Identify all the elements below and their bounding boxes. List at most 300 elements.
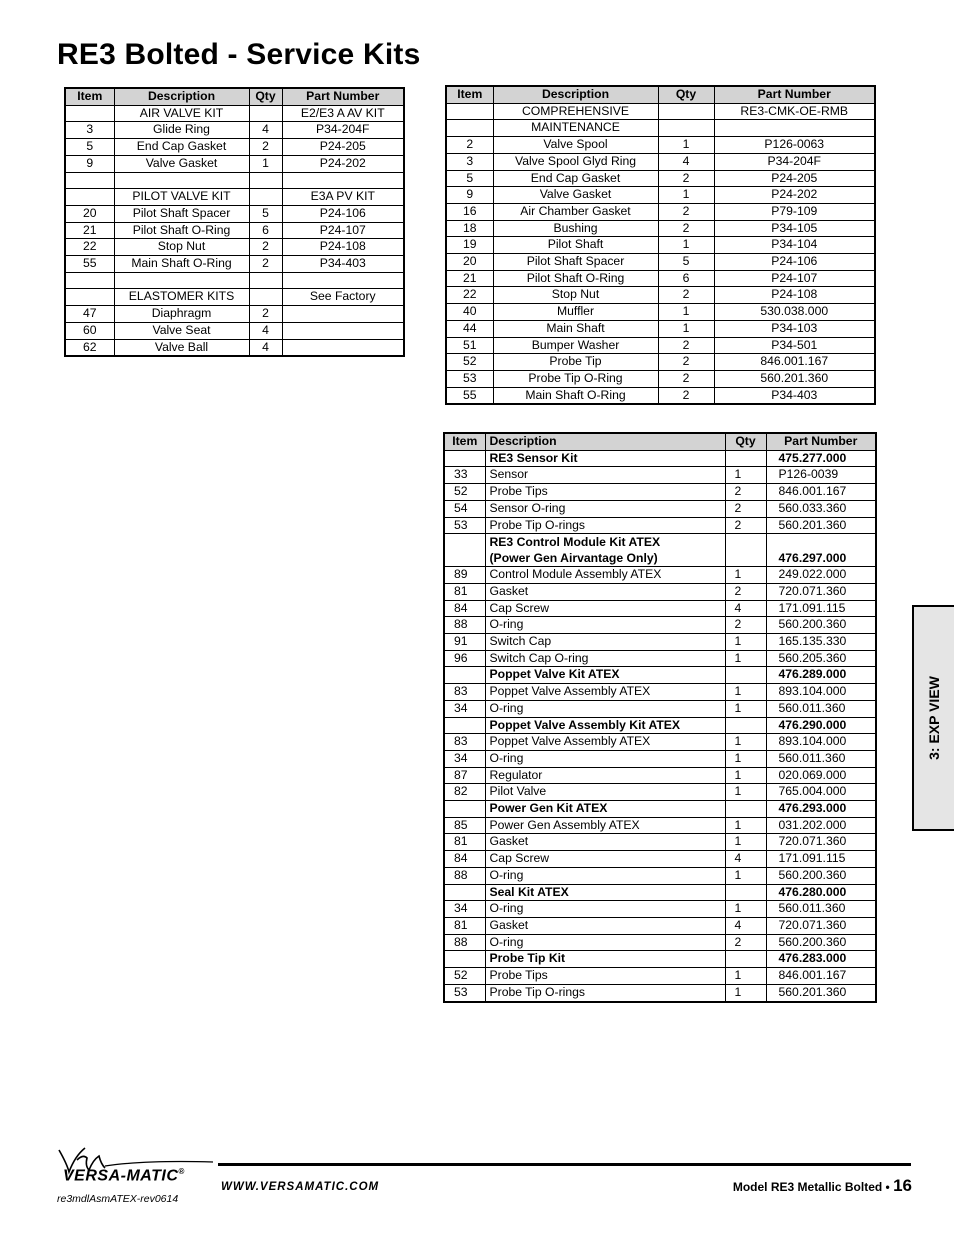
cell-part-number: 720.071.360	[766, 583, 876, 600]
cell-qty	[725, 717, 766, 734]
cell-description: O-ring	[485, 934, 725, 951]
cell-qty: 1	[725, 734, 766, 751]
cell-description: Probe Tip O-rings	[485, 984, 725, 1001]
cell-qty	[249, 289, 282, 306]
table-row	[444, 650, 876, 667]
cell-item: 34	[444, 750, 485, 767]
column-header-description: Description	[485, 433, 725, 450]
cell-part-number: 720.071.360	[766, 917, 876, 934]
cell-qty: 1	[725, 634, 766, 651]
table-row	[444, 667, 876, 684]
cell-description: Pilot Shaft Spacer	[114, 205, 249, 222]
cell-item: 2	[446, 137, 493, 154]
cell-qty: 2	[658, 354, 714, 371]
table-row	[65, 105, 404, 122]
cell-item: 55	[65, 256, 114, 273]
cell-qty: 5	[249, 205, 282, 222]
table-row	[444, 517, 876, 534]
cell-item: 34	[444, 901, 485, 918]
table-row	[444, 500, 876, 517]
cell-qty: 1	[658, 137, 714, 154]
cell-qty: 2	[725, 583, 766, 600]
cell-qty: 2	[249, 139, 282, 156]
cell-qty: 2	[725, 484, 766, 501]
table-row	[444, 767, 876, 784]
cell-part-number: 476.297.000	[766, 534, 876, 567]
column-header-qty: Qty	[725, 433, 766, 450]
table-row	[65, 256, 404, 273]
table-row	[444, 567, 876, 584]
cell-qty	[249, 105, 282, 122]
cell-qty: 1	[725, 700, 766, 717]
cell-item: 83	[444, 734, 485, 751]
table-row	[444, 834, 876, 851]
cell-item: 53	[444, 984, 485, 1001]
cell-qty: 4	[249, 339, 282, 356]
cell-description: Poppet Valve Assembly Kit ATEX	[485, 717, 725, 734]
cell-qty: 1	[725, 684, 766, 701]
cell-part-number: P34-204F	[714, 153, 875, 170]
cell-part-number: P24-205	[282, 139, 404, 156]
cell-item	[444, 534, 485, 567]
cell-item: 21	[65, 222, 114, 239]
cell-item: 51	[446, 337, 493, 354]
cell-qty: 2	[725, 500, 766, 517]
table-row	[65, 272, 404, 289]
cell-item: 3	[65, 122, 114, 139]
cell-qty: 1	[725, 750, 766, 767]
cell-qty: 6	[249, 222, 282, 239]
cell-description: Pilot Shaft O-Ring	[114, 222, 249, 239]
cell-part-number: 560.205.360	[766, 650, 876, 667]
cell-part-number: P24-107	[714, 270, 875, 287]
cell-qty	[249, 272, 282, 289]
cell-description: Valve Spool Glyd Ring	[493, 153, 658, 170]
cell-qty: 1	[725, 817, 766, 834]
cell-part-number: 846.001.167	[766, 968, 876, 985]
table-row	[444, 634, 876, 651]
table-row	[65, 205, 404, 222]
cell-part-number: 846.001.167	[714, 354, 875, 371]
cell-item: 21	[446, 270, 493, 287]
cell-description: Gasket	[485, 583, 725, 600]
model-text: Model RE3 Metallic Bolted •	[732, 1180, 890, 1194]
table-row	[444, 984, 876, 1001]
table-row	[444, 484, 876, 501]
cell-part-number	[282, 272, 404, 289]
cell-description: O-ring	[485, 750, 725, 767]
page-number: 16	[893, 1176, 912, 1195]
table-row	[446, 370, 875, 387]
table-row	[65, 322, 404, 339]
cell-item: 18	[446, 220, 493, 237]
table-row	[65, 239, 404, 256]
cell-qty: 4	[658, 153, 714, 170]
cell-item: 9	[65, 155, 114, 172]
model-page-label	[733, 1176, 912, 1196]
table-row	[444, 867, 876, 884]
table-row	[444, 684, 876, 701]
cell-item	[446, 120, 493, 137]
cell-qty: 2	[725, 934, 766, 951]
table-row	[446, 304, 875, 321]
cell-qty: 2	[249, 306, 282, 323]
cell-part-number: 171.091.115	[766, 851, 876, 868]
column-header-qty: Qty	[249, 88, 282, 105]
column-header-qty: Qty	[658, 86, 714, 103]
cell-item: 52	[444, 484, 485, 501]
column-header-part-number: Part Number	[714, 86, 875, 103]
cell-qty	[249, 172, 282, 189]
cell-part-number	[282, 322, 404, 339]
cell-item	[65, 289, 114, 306]
cell-item	[444, 884, 485, 901]
cell-description: Switch Cap	[485, 634, 725, 651]
cell-part-number: P24-107	[282, 222, 404, 239]
cell-description: ELASTOMER KITS	[114, 289, 249, 306]
table-row	[444, 750, 876, 767]
table-row	[444, 934, 876, 951]
cell-item: 96	[444, 650, 485, 667]
cell-qty: 2	[658, 370, 714, 387]
cell-part-number: 171.091.115	[766, 600, 876, 617]
cell-part-number: RE3-CMK-OE-RMB	[714, 103, 875, 120]
cell-part-number: See Factory	[282, 289, 404, 306]
cell-part-number: 560.200.360	[766, 617, 876, 634]
atex-sensor-kits-table	[443, 432, 877, 1003]
cell-description: O-ring	[485, 700, 725, 717]
cell-part-number: P24-202	[714, 187, 875, 204]
cell-description: RE3 Sensor Kit	[485, 450, 725, 467]
cell-part-number	[282, 306, 404, 323]
cell-part-number: P34-105	[714, 220, 875, 237]
cell-item: 33	[444, 467, 485, 484]
cell-item: 34	[444, 700, 485, 717]
cell-item: 88	[444, 934, 485, 951]
cell-qty	[725, 667, 766, 684]
cell-qty	[658, 120, 714, 137]
air-pilot-elastomer-kits-table	[64, 87, 405, 357]
cell-description: Switch Cap O-ring	[485, 650, 725, 667]
cell-qty	[725, 801, 766, 818]
cell-description: AIR VALVE KIT	[114, 105, 249, 122]
table-row	[444, 784, 876, 801]
table-row	[65, 189, 404, 206]
cell-description: End Cap Gasket	[493, 170, 658, 187]
cell-qty	[249, 189, 282, 206]
cell-description: Valve Seat	[114, 322, 249, 339]
cell-item: 16	[446, 203, 493, 220]
cell-item: 19	[446, 237, 493, 254]
cell-item: 89	[444, 567, 485, 584]
cell-part-number: 893.104.000	[766, 734, 876, 751]
table-row	[65, 289, 404, 306]
cell-description: Cap Screw	[485, 600, 725, 617]
cell-qty: 4	[725, 600, 766, 617]
cell-qty: 1	[658, 237, 714, 254]
cell-description: Stop Nut	[114, 239, 249, 256]
table-row	[65, 122, 404, 139]
cell-qty: 1	[725, 834, 766, 851]
cell-part-number: P24-205	[714, 170, 875, 187]
cell-item: 53	[444, 517, 485, 534]
cell-qty: 1	[725, 567, 766, 584]
cell-description: O-ring	[485, 901, 725, 918]
cell-description: End Cap Gasket	[114, 139, 249, 156]
table-row	[444, 884, 876, 901]
cell-qty: 2	[249, 256, 282, 273]
cell-item: 53	[446, 370, 493, 387]
cell-item: 3	[446, 153, 493, 170]
cell-description	[114, 172, 249, 189]
cell-description: Control Module Assembly ATEX	[485, 567, 725, 584]
cell-item: 87	[444, 767, 485, 784]
cell-part-number	[714, 120, 875, 137]
cell-qty	[658, 103, 714, 120]
cell-description: Stop Nut	[493, 287, 658, 304]
cell-part-number: 560.201.360	[766, 517, 876, 534]
cell-part-number: 476.283.000	[766, 951, 876, 968]
cell-part-number: P34-403	[714, 387, 875, 404]
column-header-part-number: Part Number	[282, 88, 404, 105]
cell-description: Bumper Washer	[493, 337, 658, 354]
table-row	[444, 450, 876, 467]
cell-part-number: 530.038.000	[714, 304, 875, 321]
cell-description: Main Shaft O-Ring	[114, 256, 249, 273]
cell-qty: 1	[658, 320, 714, 337]
cell-description: Poppet Valve Kit ATEX	[485, 667, 725, 684]
cell-part-number: 720.071.360	[766, 834, 876, 851]
cell-description: Valve Gasket	[114, 155, 249, 172]
cell-description: Valve Gasket	[493, 187, 658, 204]
table-row	[444, 951, 876, 968]
cell-part-number: 560.201.360	[766, 984, 876, 1001]
cell-item: 52	[444, 968, 485, 985]
table-row	[444, 700, 876, 717]
cell-part-number: P34-501	[714, 337, 875, 354]
cell-description: Regulator	[485, 767, 725, 784]
cell-part-number: 165.135.330	[766, 634, 876, 651]
cell-item: 82	[444, 784, 485, 801]
page-title: RE3 Bolted - Service Kits	[57, 38, 421, 71]
table-row	[65, 222, 404, 239]
cell-qty: 2	[658, 287, 714, 304]
table-row	[444, 600, 876, 617]
cell-qty: 1	[725, 784, 766, 801]
cell-item	[65, 105, 114, 122]
cell-part-number: 846.001.167	[766, 484, 876, 501]
document-code: re3mdlAsmATEX-rev0614	[57, 1193, 179, 1205]
cell-description: Probe Tip O-rings	[485, 517, 725, 534]
cell-description: Probe Tips	[485, 968, 725, 985]
cell-part-number: P24-106	[282, 205, 404, 222]
cell-part-number: 560.200.360	[766, 867, 876, 884]
cell-description: Poppet Valve Assembly ATEX	[485, 684, 725, 701]
cell-qty: 1	[725, 968, 766, 985]
table-row	[446, 354, 875, 371]
cell-description: Diaphragm	[114, 306, 249, 323]
cell-part-number: P34-403	[282, 256, 404, 273]
column-header-description: Description	[114, 88, 249, 105]
cell-part-number: P24-108	[282, 239, 404, 256]
column-header-part-number: Part Number	[766, 433, 876, 450]
cell-item: 84	[444, 851, 485, 868]
cell-description: MAINTENANCE	[493, 120, 658, 137]
cell-description: Power Gen Kit ATEX	[485, 801, 725, 818]
cell-item: 83	[444, 684, 485, 701]
cell-item: 84	[444, 600, 485, 617]
cell-qty: 1	[725, 984, 766, 1001]
table-header-row	[65, 88, 404, 105]
table-row	[444, 801, 876, 818]
cell-qty: 4	[249, 122, 282, 139]
cell-part-number: 560.011.360	[766, 901, 876, 918]
cell-description: Poppet Valve Assembly ATEX	[485, 734, 725, 751]
cell-part-number: 031.202.000	[766, 817, 876, 834]
table-header-row	[446, 86, 875, 103]
brand-logo-text: VERSA-MATIC®	[63, 1167, 185, 1185]
table-row	[446, 237, 875, 254]
cell-description: Main Shaft O-Ring	[493, 387, 658, 404]
cell-qty: 4	[725, 851, 766, 868]
cell-item: 44	[446, 320, 493, 337]
column-header-item: Item	[444, 433, 485, 450]
cell-description: PILOT VALVE KIT	[114, 189, 249, 206]
cell-description: O-ring	[485, 867, 725, 884]
website-text: WWW.VERSAMATIC.COM	[221, 1181, 380, 1193]
cell-part-number: P126-0039	[766, 467, 876, 484]
cell-part-number: 475.277.000	[766, 450, 876, 467]
cell-part-number: 560.011.360	[766, 750, 876, 767]
cell-item	[65, 172, 114, 189]
cell-description: Pilot Shaft Spacer	[493, 254, 658, 271]
cell-qty	[725, 884, 766, 901]
cell-part-number: 560.011.360	[766, 700, 876, 717]
cell-description: Cap Screw	[485, 851, 725, 868]
cell-qty: 2	[658, 220, 714, 237]
cell-qty: 6	[658, 270, 714, 287]
cell-qty	[725, 450, 766, 467]
cell-item: 91	[444, 634, 485, 651]
cell-qty: 4	[725, 917, 766, 934]
cell-part-number: P34-204F	[282, 122, 404, 139]
cell-description: Valve Spool	[493, 137, 658, 154]
cell-item: 20	[65, 205, 114, 222]
table-row	[446, 170, 875, 187]
cell-qty: 2	[658, 387, 714, 404]
cell-item: 62	[65, 339, 114, 356]
cell-part-number: P24-108	[714, 287, 875, 304]
cell-description: Gasket	[485, 917, 725, 934]
table-row	[444, 917, 876, 934]
cell-qty: 5	[658, 254, 714, 271]
cell-part-number: 476.289.000	[766, 667, 876, 684]
cell-description: Muffler	[493, 304, 658, 321]
cell-part-number: 560.201.360	[714, 370, 875, 387]
cell-description: Bushing	[493, 220, 658, 237]
cell-qty: 1	[725, 901, 766, 918]
cell-item	[444, 667, 485, 684]
cell-qty: 2	[658, 203, 714, 220]
table-row	[446, 103, 875, 120]
cell-item: 81	[444, 583, 485, 600]
cell-part-number: P126-0063	[714, 137, 875, 154]
cell-item: 22	[65, 239, 114, 256]
cell-description: Probe Tip O-Ring	[493, 370, 658, 387]
cell-qty	[725, 951, 766, 968]
cell-item	[65, 272, 114, 289]
table-row	[444, 851, 876, 868]
cell-qty: 2	[658, 337, 714, 354]
cell-qty: 1	[249, 155, 282, 172]
cell-item: 47	[65, 306, 114, 323]
cell-description: Probe Tips	[485, 484, 725, 501]
table-row	[444, 734, 876, 751]
cell-item	[444, 717, 485, 734]
cell-item: 5	[65, 139, 114, 156]
table-row	[444, 583, 876, 600]
cell-description: Power Gen Assembly ATEX	[485, 817, 725, 834]
cell-item: 55	[446, 387, 493, 404]
cell-part-number: 560.033.360	[766, 500, 876, 517]
cell-description: Main Shaft	[493, 320, 658, 337]
cell-description: Sensor	[485, 467, 725, 484]
cell-part-number: 765.004.000	[766, 784, 876, 801]
cell-description: Glide Ring	[114, 122, 249, 139]
table-row	[446, 387, 875, 404]
cell-qty: 2	[249, 239, 282, 256]
cell-description: Seal Kit ATEX	[485, 884, 725, 901]
cell-description: Probe Tip Kit	[485, 951, 725, 968]
cell-part-number: P34-103	[714, 320, 875, 337]
table-row	[446, 153, 875, 170]
cell-qty: 2	[725, 517, 766, 534]
cell-item: 52	[446, 354, 493, 371]
table-row	[446, 220, 875, 237]
cell-part-number: P79-109	[714, 203, 875, 220]
table-row	[444, 901, 876, 918]
cell-part-number: 893.104.000	[766, 684, 876, 701]
cell-item: 88	[444, 617, 485, 634]
cell-qty: 2	[725, 617, 766, 634]
cell-description	[114, 272, 249, 289]
cell-description: Gasket	[485, 834, 725, 851]
section-tab-label: 3: EXP VIEW	[926, 676, 942, 760]
table-row	[446, 187, 875, 204]
table-row	[444, 467, 876, 484]
cell-description: Pilot Shaft	[493, 237, 658, 254]
cell-item: 20	[446, 254, 493, 271]
cell-description: COMPREHENSIVE	[493, 103, 658, 120]
cell-part-number: 476.293.000	[766, 801, 876, 818]
table-row	[444, 717, 876, 734]
cell-qty: 1	[725, 867, 766, 884]
table-row	[444, 968, 876, 985]
cell-item: 81	[444, 834, 485, 851]
table-row	[444, 817, 876, 834]
cell-description: O-ring	[485, 617, 725, 634]
cell-part-number: 476.280.000	[766, 884, 876, 901]
column-header-item: Item	[446, 86, 493, 103]
table-row	[65, 139, 404, 156]
cell-description: Air Chamber Gasket	[493, 203, 658, 220]
cell-item	[446, 103, 493, 120]
cell-item: 85	[444, 817, 485, 834]
cell-description: Pilot Shaft O-Ring	[493, 270, 658, 287]
cell-qty: 1	[658, 187, 714, 204]
table-row	[446, 320, 875, 337]
table-row	[444, 617, 876, 634]
